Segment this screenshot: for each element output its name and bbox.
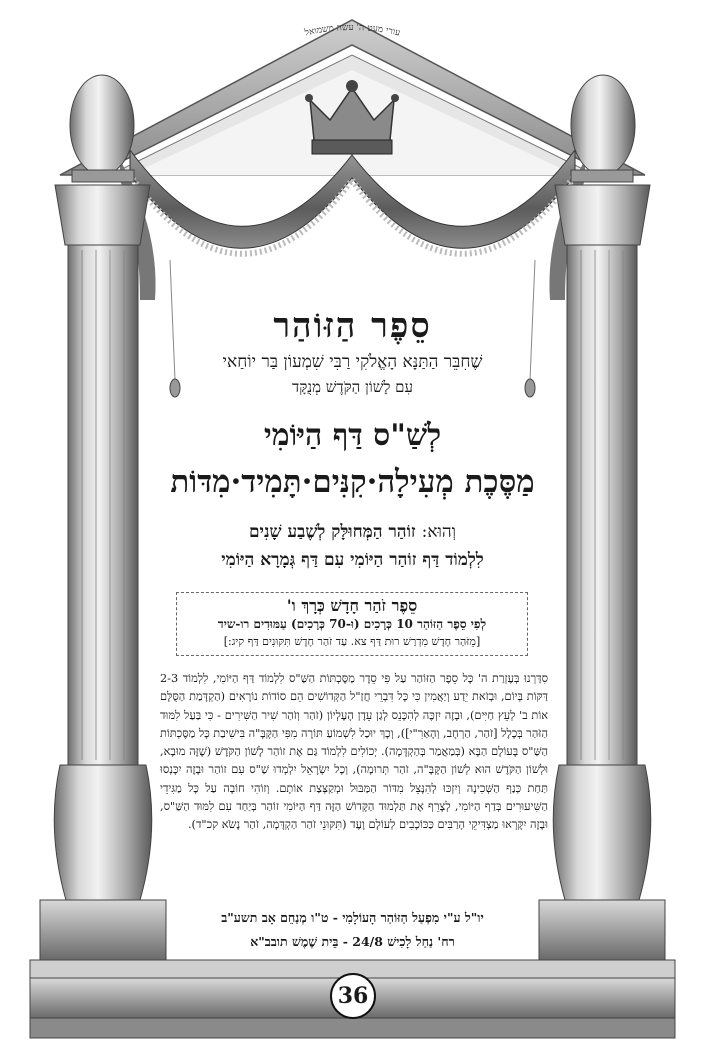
volume-source-range: [מֵזֹּהַר חָדָשׁ מִדְרַשׁ רוּת דַּף צא. עַד זֹהַר חָדָשׁ תִּקּוּנִים דַּף קיג:] bbox=[223, 635, 481, 648]
intro-text: סִדַּרְנוּ בְּעֶזְרַת ה' כָּל סֵפֶר הַזּוֹהַר עַל פִּי סֵדֶר מַסֶּכְתּוֹת הַשַּׁ"ס לִלְמוֹד דַּף הַיּוֹמִי, לִלְמוֹד 2-3 דַּקּוֹת בְּיוֹם, וּבְזֹאת יֵדַע וְיַאֲמִין כִּי כָּל דִּבְרֵי חֲזַ"ל הַקְּדוֹשִׁים הֵם סוֹדוֹת נוֹרָאִים (הַקְדָּמַת הַסֻּלָּם אוֹת ב' לְעֵץ חַיִּים), וּבָזֶה יִזְכֶּה לְהִכָּנֵס לְגַן עֵדֶן הָעֶלְיוֹן (זֹהַר וְזֹהַר שִׁיר הַשִּׁירִים - כִּי בַּעַל לִמּוּד הַזֹּהַר בְּכָלָל [זֹהַר, הַרְחָב, וְהָאַרִ"י]), וְכָךְ יוּכַל לִשְׁמוֹעַ תּוֹרָה מִפִּי הַקָּבָּ"ה בִּישִׁיבַת כָּל מַסֶּכְתּוֹת הַשַּׁ"ס בָּעוֹלָם הַבָּא (בְּמַאֲמַר בְּהַקְדָּמָה). יְכוֹלִים לִלְמוֹד גַּם אֶת זוֹהַר לָשׁוֹן הַקֹּדֶשׁ (שֶׁזֶּה מוּבָא, וּלְשׁוֹן הַקֹּדֶשׁ הוּא לְשׁוֹן הַקָּבָּ"ה, זֹהַר תְּרוּמָה), וְכָל יִשְׂרָאֵל יִלְמְדוּ שַׁ"ס עִם זוֹהַר וּבָזֶה יִכָּנְסוּ תַּחַת כְּנַף הַשְּׁכִינָה וְיִזְכּוּ לְהִנָּצֵל מִדּוֹר הַמַּבּוּל וּמְקַצְּצַת אוֹתָם. וְזוֹהִי חוֹבָה עַל כָּל מַגִּידֵי הַשִּׁיעוּרִים בְּדַף הַיּוֹמִי, לְצָרֵף אֶת תַּלְמוּד הַקָּדוֹשׁ הַזֶּה דַּף הַיּוֹמִי זוֹהַר בְּיַחַד עִם לִמּוּד הַשַּׁ"ס, וּבָזֶה יִקָּרְאוּ מַצְדִּיקֵי הָרַבִּים כַּכּוֹכָבִים לְעוֹלָם וָעֶד (תִּקּוּנֵי זֹהַר הַקְדָּמָה, זֹהַר נָשֹׂא קכ"ד). bbox=[160, 672, 548, 832]
volume-range: לְפִי סֵפֶר הַזּוֹהַר 10 כְּרָכִים (וּ-70 כְּרָכִים) עַמּוּדִים רו-שיד bbox=[217, 617, 487, 631]
volume-title: סֵפֶר זֹהַר חָדָשׁ כְּרָךְ ו' bbox=[286, 596, 418, 615]
page-number: 36 bbox=[337, 983, 369, 1009]
publisher-line: יו"ל ע"י מִפְעַל הַזּוֹהַר הָעוֹלָמִי - ט"ו מְנַחֵם אָב תשע"ב bbox=[221, 910, 484, 925]
right-pillar bbox=[539, 75, 665, 960]
division-prefix: וְהוּא: bbox=[421, 522, 457, 542]
svg-text:עורי מעט ה' עשה משמואל: עורי מעט ה' עשה משמואל bbox=[303, 22, 402, 39]
tractate-line: מַסֶּכֶת מְעִילָה·קִנִּים·תָּמִיד·מִדּוֹת bbox=[170, 464, 535, 500]
book-title: סֵפֶר הַזּוֹהַר bbox=[273, 306, 432, 346]
left-pillar bbox=[40, 75, 166, 960]
page-number-badge bbox=[330, 973, 376, 1019]
publisher-address: רח' נַחַל לָכִישׁ 24/8 - בֵּית שֶׁמֶשׁ תובב"א bbox=[250, 934, 455, 949]
division-text: זוֹהַר הַמְּחוּלָּק לְשֶׁבַע שָׁנִים bbox=[248, 522, 416, 542]
volume-info-box bbox=[176, 592, 528, 656]
language-line: עִם לָשׁוֹן הַקֹּדֶשׁ מְנֻקָּד bbox=[292, 378, 413, 396]
shas-daf-yomi-line: לְשַׁ"ס דַּף הַיּוֹמִי bbox=[263, 418, 442, 453]
division-line bbox=[160, 522, 545, 542]
intro-paragraph bbox=[160, 670, 548, 835]
study-line: לִלְמוֹד דַּף זוֹהַר הַיּוֹמִי עִם דַּף גְּמָרָא הַיּוֹמִי bbox=[221, 550, 484, 570]
author-line: שֶׁחִבֵּר הַתַּנָּא הָאֱלֹקִי רַבִּי שִׁמְעוֹן בַּר יוֹחַאי bbox=[222, 352, 483, 372]
arch-caption bbox=[250, 14, 455, 54]
